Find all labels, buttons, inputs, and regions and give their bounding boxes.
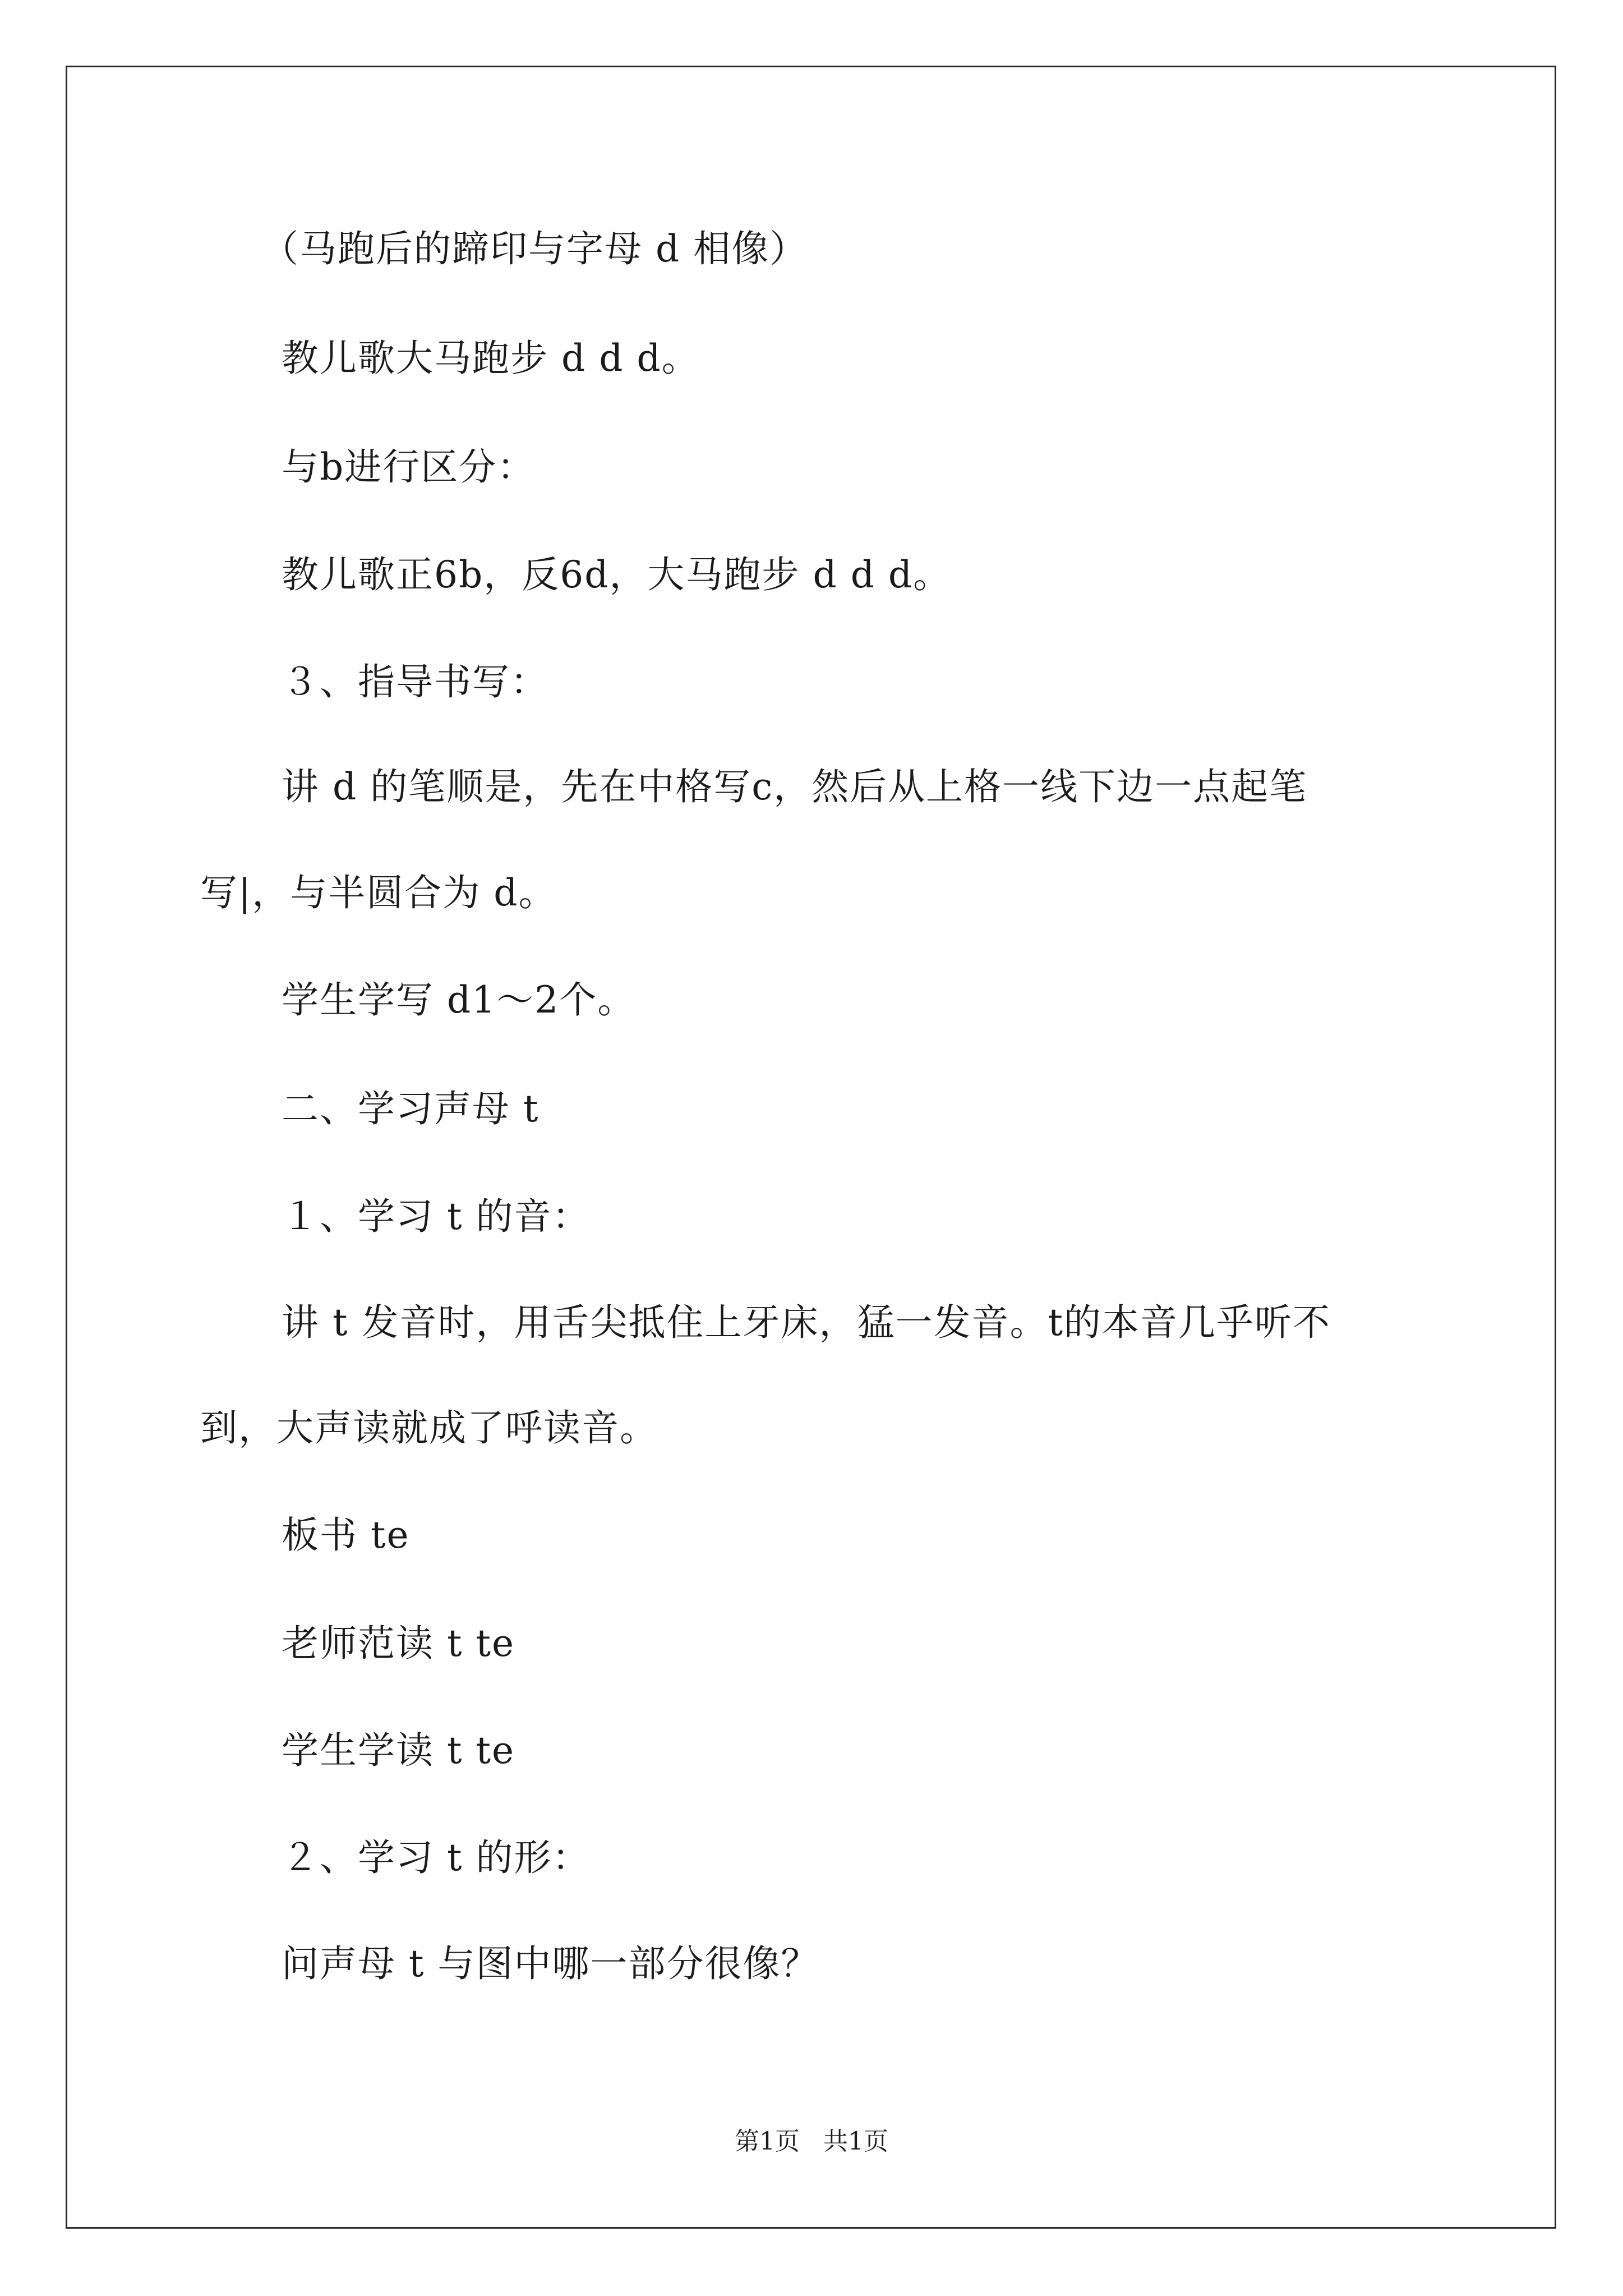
text-line: 教儿歌大马跑步 d d d。 — [282, 337, 700, 380]
text-line: （马跑后的蹄印与字母 d 相像） — [261, 227, 808, 270]
text-line: 讲 t 发音时，用舌尖抵住上牙床，猛一发音。t的本音几乎听不 — [282, 1301, 1331, 1344]
text-line: 二、学习声母 t — [282, 1087, 540, 1130]
text-line: ２、学习 t 的形： — [282, 1836, 591, 1879]
text-line: 问声母 t 与图中哪一部分很像？ — [282, 1942, 819, 1985]
page-number-footer: 第1页 共1页 — [735, 2127, 888, 2156]
text-line: １、学习 t 的音： — [282, 1195, 591, 1238]
text-line: 写|，与半圆合为 d。 — [200, 871, 557, 914]
text-line: 老师范读 t te — [282, 1622, 515, 1665]
text-line: 教儿歌正6b，反6d，大马跑步 d d d。 — [282, 553, 952, 596]
text-line: 学生学读 t te — [282, 1729, 515, 1772]
text-line: ３、指导书写： — [282, 660, 548, 703]
text-line: 与b进行区分： — [282, 445, 536, 489]
text-line: 学生学写 d1～2个。 — [282, 978, 636, 1022]
text-line: 讲 d 的笔顺是，先在中格写c，然后从上格一线下边一点起笔 — [282, 765, 1308, 808]
text-line: 到，大声读就成了呼读音。 — [200, 1406, 658, 1450]
text-line: 板书 te — [282, 1513, 410, 1557]
